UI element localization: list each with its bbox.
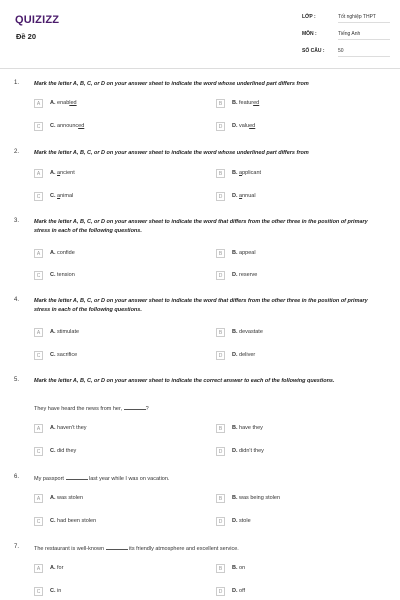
option-letter-box: D bbox=[216, 447, 225, 456]
option-letter-box: D bbox=[216, 192, 225, 201]
info-underline bbox=[338, 39, 390, 40]
answer-blank bbox=[106, 544, 128, 550]
option-letter-box: A bbox=[34, 494, 43, 503]
info-underline bbox=[338, 56, 390, 57]
info-value: Tiếng Anh bbox=[338, 31, 361, 37]
info-label: MÔN : bbox=[302, 31, 317, 37]
option-letter-box: A bbox=[34, 99, 43, 108]
question-instruction: Mark the letter A, B, C, or D on your answer sheet to indicate the word that differs from the other three in the position of primary stress in each of the following questions. bbox=[34, 298, 368, 313]
question-number: 5. bbox=[14, 377, 20, 383]
option-letter-box: B bbox=[216, 424, 225, 433]
option-letter-box: D bbox=[216, 271, 225, 280]
question-number: 4. bbox=[14, 297, 20, 303]
option-letter-box: A bbox=[34, 328, 43, 337]
info-value: 50 bbox=[338, 48, 344, 54]
question-instruction: Mark the letter A, B, C, or D on your answer sheet to indicate the word whose underlined part differs from bbox=[34, 81, 309, 87]
info-underline bbox=[338, 22, 390, 23]
option-letter-box: C bbox=[34, 587, 43, 596]
option-letter-box: D bbox=[216, 587, 225, 596]
question-number: 2. bbox=[14, 149, 20, 155]
option-letter-box: B bbox=[216, 249, 225, 258]
option-letter-box: D bbox=[216, 122, 225, 131]
option-letter-box: B bbox=[216, 564, 225, 573]
question-instruction: Mark the letter A, B, C, or D on your answer sheet to indicate the correct answer to each of the following questions. bbox=[34, 378, 335, 384]
option-letter-box: B bbox=[216, 494, 225, 503]
option-letter-box: B bbox=[216, 328, 225, 337]
option-letter-box: C bbox=[34, 192, 43, 201]
header-divider bbox=[0, 68, 400, 69]
question-instruction: Mark the letter A, B, C, or D on your answer sheet to indicate the word that differs from the other three in the position of primary stress in each of the following questions. bbox=[34, 219, 368, 234]
question-number: 7. bbox=[14, 544, 20, 550]
question-instruction: Mark the letter A, B, C, or D on your answer sheet to indicate the word whose underlined part differs from bbox=[34, 150, 309, 156]
option-letter-box: B bbox=[216, 169, 225, 178]
option-letter-box: D bbox=[216, 517, 225, 526]
option-letter-box: D bbox=[216, 351, 225, 360]
info-label: LỚP : bbox=[302, 14, 316, 20]
option-letter-box: C bbox=[34, 447, 43, 456]
question-sentence: My passport last year while I was on vacation. bbox=[34, 476, 170, 482]
option-letter-box: A bbox=[34, 169, 43, 178]
answer-blank bbox=[124, 404, 146, 410]
option-letter-box: B bbox=[216, 99, 225, 108]
info-label: SỐ CÂU : bbox=[302, 48, 325, 54]
question-sentence: They have heard the news from her, ? bbox=[34, 406, 149, 412]
question-sentence: The restaurant is well-known its friendly atmosphere and excellent service. bbox=[34, 546, 239, 552]
option-letter-box: A bbox=[34, 424, 43, 433]
quizizz-logo: QUIZIZZ bbox=[15, 14, 60, 26]
question-number: 6. bbox=[14, 474, 20, 480]
option-letter-box: A bbox=[34, 564, 43, 573]
worksheet-header bbox=[0, 0, 400, 60]
question-number: 1. bbox=[14, 80, 20, 86]
answer-blank bbox=[66, 474, 88, 480]
option-letter-box: C bbox=[34, 517, 43, 526]
option-letter-box: C bbox=[34, 271, 43, 280]
option-letter-box: C bbox=[34, 122, 43, 131]
option-letter-box: A bbox=[34, 249, 43, 258]
info-value: Tốt nghiệp THPT bbox=[338, 14, 376, 20]
question-number: 3. bbox=[14, 218, 20, 224]
option-letter-box: C bbox=[34, 351, 43, 360]
document-title: Đề 20 bbox=[16, 32, 37, 41]
